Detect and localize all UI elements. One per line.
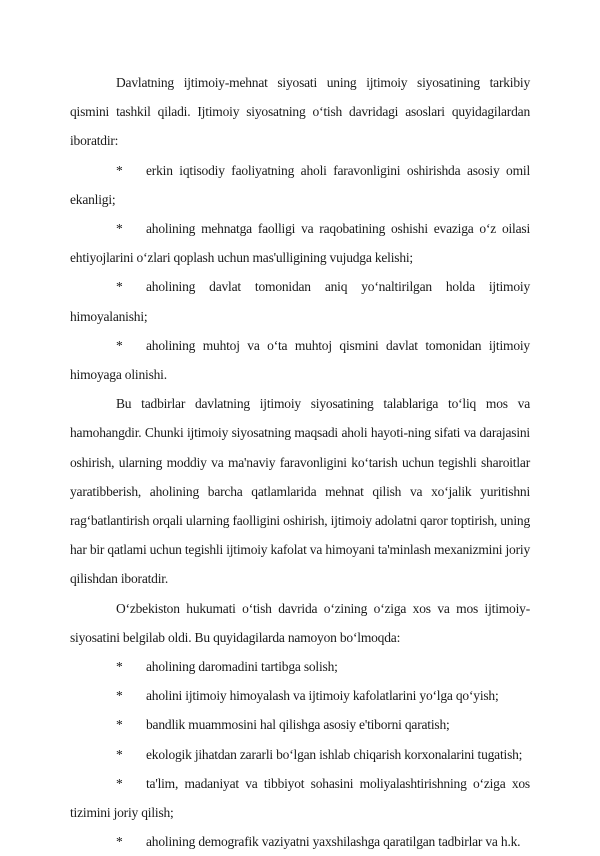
list-item-text: aholining davlat tomonidan aniq yo‘naltirilgan holda ijtimoiy himoyalanishi; bbox=[70, 279, 530, 324]
paragraph-intro: Davlatning ijtimoiy-mehnat siyosati uning ijtimoiy siyosatining tarkibiy qismini tashkil qiladi. Ijtimoiy siyosatning o‘tish davridagi asoslari quyidagilardan iboratdir: bbox=[70, 75, 530, 149]
list-item-text: erkin iqtisodiy faoliyatning aholi faravonligini oshirishda asosiy omil ekanligi; bbox=[70, 162, 530, 207]
list-item-text: bandlik muammosini hal qilishga asosiy e'tiborni qaratish; bbox=[146, 717, 450, 733]
bullet-marker: * bbox=[116, 162, 123, 178]
bullet-marker: * bbox=[116, 221, 123, 237]
bullet-marker: * bbox=[116, 337, 123, 353]
paragraph-uzbekistan: O‘zbekiston hukumati o‘tish davrida o‘zining o‘ziga xos va mos ijtimoiy-siyosatini belgilab oldi. Bu quyidagilarda namoyon bo‘lmoqda: bbox=[70, 600, 530, 645]
bullet-marker: * bbox=[116, 746, 123, 762]
list-item bbox=[70, 740, 530, 769]
list-item bbox=[70, 272, 530, 330]
bullet-marker: * bbox=[116, 688, 123, 704]
list-item-text: ekologik jihatdan zararli bo‘lgan ishlab chiqarish korxonalarini tugatish; bbox=[146, 746, 523, 762]
list-item bbox=[70, 827, 530, 856]
list-item bbox=[70, 652, 530, 681]
list-item-text: aholini ijtimoiy himoyalash va ijtimoiy kafolatlarini yo‘lga qo‘yish; bbox=[146, 688, 499, 704]
list-item-text: aholining daromadini tartibga solish; bbox=[146, 659, 338, 675]
list-item bbox=[70, 681, 530, 710]
list-item-text: aholining mehnatga faolligi va raqobatining oshishi evaziga o‘z oilasi ehtiyojlarini o‘zlari qoplash uchun mas'ulligining vujudga kelishi; bbox=[70, 221, 530, 266]
bullet-marker: * bbox=[116, 775, 123, 791]
list-item bbox=[70, 769, 530, 827]
paragraph-measures: Bu tadbirlar davlatning ijtimoiy siyosatining talablariga to‘liq mos va hamohangdir. Chunki ijtimoiy siyosatning maqsadi aholi hayoti-ning sifati va darajasini oshirish, ularning moddiy va ma'naviy faravonligini ko‘tarish uchun tegishli sharoitlar yaratibberish, aholining barcha qatlamlarida mehnat qilish va xo‘jalik yuritishni rag‘batlantirish orqali ularning faolligini oshirish, ijtimoiy adolatni qaror toptirish, uning har bir qatlami uchun tegishli ijtimoiy kafolat va himoyani ta'minlash mexanizmini joriy qilishdan iboratdir. bbox=[70, 396, 530, 587]
bullet-marker: * bbox=[116, 717, 123, 733]
bullet-marker: * bbox=[116, 279, 123, 295]
document-page bbox=[70, 68, 530, 856]
bullet-marker: * bbox=[116, 659, 123, 675]
list-item-text: aholining muhtoj va o‘ta muhtoj qismini davlat tomonidan ijtimoiy himoyaga olinishi. bbox=[70, 337, 530, 383]
list-item-text: ta'lim, madaniyat va tibbiyot sohasini moliyalashtirishning o‘ziga xos tizimini joriy qilish; bbox=[70, 775, 530, 821]
list-item-text: aholining demografik vaziyatni yaxshilashga qaratilgan tadbirlar va h.k. bbox=[146, 834, 521, 850]
list-item bbox=[70, 214, 530, 272]
list-item bbox=[70, 331, 530, 389]
bullet-marker: * bbox=[116, 834, 123, 850]
list-item bbox=[70, 156, 530, 214]
list-item bbox=[70, 710, 530, 739]
